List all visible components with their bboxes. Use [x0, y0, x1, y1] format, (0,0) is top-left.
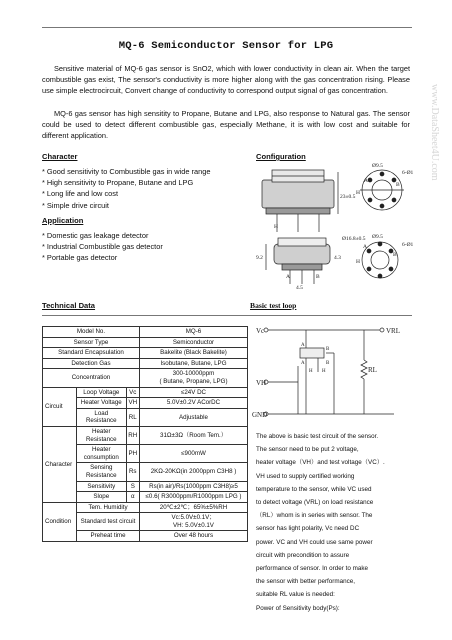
character-list — [42, 166, 210, 211]
application-heading: Application — [42, 216, 84, 225]
pin-label: B — [393, 252, 397, 258]
configuration-drawing — [252, 160, 422, 290]
description-line: suitable RL value is needed: — [256, 591, 335, 599]
basic-test-loop-heading: Basic test loop — [250, 301, 297, 310]
description-line: circuit with precondition to assure — [256, 551, 350, 559]
table-cell: RH — [126, 426, 139, 444]
pin-label: A — [301, 343, 305, 348]
table-cell: Circuit — [43, 387, 77, 426]
description-line: sensor has light polarity, Vc need DC — [256, 525, 360, 533]
technical-data-heading: Technical Data — [42, 301, 96, 310]
table-cell: RL — [126, 408, 139, 426]
description-line: The above is basic test circuit of the sensor. — [256, 433, 379, 440]
table-cell: Over 48 hours — [139, 531, 247, 542]
table-cell: 31Ω±3Ω（Room Tem.） — [139, 426, 247, 444]
table-row — [43, 502, 248, 513]
table-cell: Concentration — [43, 369, 140, 387]
configuration-heading: Configuration — [256, 152, 306, 161]
table-cell: α — [126, 492, 139, 503]
table-row — [43, 387, 248, 398]
table-cell: VH — [126, 398, 139, 409]
pin-label: A — [364, 178, 368, 184]
list-item: * High sensitivity to Propane, Butane and LPG — [42, 178, 194, 188]
pin-label: A — [286, 274, 290, 280]
vc-label: Vc — [256, 327, 265, 335]
table-cell: Sensor Type — [43, 337, 140, 348]
table-cell: Rs — [126, 463, 139, 481]
pin-label: A — [363, 244, 367, 250]
vrl-label: VRL — [386, 327, 400, 335]
gnd-label: GND — [252, 411, 268, 419]
list-item: * Industrial Combustible gas detector — [42, 242, 163, 252]
description-line: to detect voltage (VRL) on load resistance — [256, 499, 374, 507]
basic-test-loop-circuit — [254, 322, 414, 422]
table-cell: Bakelite (Black Bakelite) — [139, 348, 247, 359]
table-cell: Adjustable — [139, 408, 247, 426]
description-line: heater voltage（VH）and test voltage（VC）. — [256, 459, 385, 467]
table-cell: Load Resistance — [77, 408, 127, 426]
description-line: Power of Sensitivity body(Ps): — [256, 604, 340, 612]
table-cell: Heater consumption — [77, 445, 127, 463]
table-cell: S — [126, 481, 139, 492]
document-title: MQ-6 Semiconductor Sensor for LPG — [118, 40, 334, 52]
table-cell: Character — [43, 426, 77, 502]
table-cell: Semiconductor — [139, 337, 247, 348]
table-cell: Vc — [126, 387, 139, 398]
table-row — [43, 337, 248, 348]
pin-label: H — [322, 369, 326, 374]
pin-label: H — [356, 190, 360, 196]
description-line: temperature to the sensor, while VC used — [256, 485, 372, 493]
dim-label: Ø16.8±0.5 — [342, 236, 366, 242]
table-cell: Detection Gas — [43, 358, 140, 369]
table-cell: 300-10000ppm ( Butane, Propane, LPG) — [139, 369, 247, 387]
list-item: * Long life and low cost — [42, 189, 119, 199]
dim-label: Ø9.5 — [372, 234, 383, 240]
table-cell: PH — [126, 445, 139, 463]
table-cell: Heater Resistance — [77, 426, 127, 444]
intro-paragraph-2: MQ-6 gas sensor has high sensitity to Propane, Butane and LPG, also response to Natural gas. The sensor could be used to detect different combustible gas, especially Methane, it is with low cost and suitable for different application. — [42, 109, 410, 140]
pin-label: B — [316, 274, 320, 280]
table-cell: ≤0.6( R3000ppm/R1000ppm LPG ) — [139, 492, 247, 503]
table-row — [43, 369, 248, 387]
table-cell: ≤900mW — [139, 445, 247, 463]
table-cell: 5.0V±0.2V ACorDC — [139, 398, 247, 409]
description-line: The sensor need to be put 2 voltage, — [256, 446, 359, 454]
application-list — [42, 230, 163, 264]
table-cell: Sensitivity — [77, 481, 127, 492]
section-rule — [42, 315, 412, 316]
description-line: （RL）whom is in series with sensor. The — [256, 512, 373, 520]
table-row — [43, 358, 248, 369]
dim-label: 9.2 — [256, 255, 263, 261]
pin-label: B — [396, 182, 400, 188]
pin-label: B — [326, 361, 330, 366]
character-heading: Character — [42, 152, 78, 161]
spec-table — [42, 326, 248, 542]
list-item: * Good sensitivity to Combustible gas in wide range — [42, 167, 211, 176]
dim-label: 4.3 — [334, 255, 341, 261]
table-cell: Preheat time — [77, 531, 140, 542]
table-row — [43, 327, 248, 338]
pin-label: H — [309, 369, 313, 374]
pin-label: A — [301, 361, 305, 366]
table-cell: Vc:5.0V±0.1V； VH: 5.0V±0.1V — [139, 513, 247, 531]
description-line: power. VC and VH could use same power — [256, 538, 373, 546]
vh-label: VH — [256, 379, 267, 387]
description-line: performance of sensor. In order to make — [256, 565, 369, 573]
list-item: * Simple drive circuit — [42, 200, 109, 210]
dim-label: 6-Ø1 — [402, 170, 414, 176]
table-cell: 20℃±2℃；65%±5%RH — [139, 502, 247, 513]
table-cell: ≤24V DC — [139, 387, 247, 398]
table-cell: Heater Voltage — [77, 398, 127, 409]
table-cell: 2KΩ-20KΩ(in 2000ppm C3H8 ) — [139, 463, 247, 481]
table-cell: Model No. — [43, 327, 140, 338]
table-cell: Tem. Humidity — [77, 502, 140, 513]
table-cell: Rs(in air)/Rs(1000ppm C3H8)≥5 — [139, 481, 247, 492]
list-item: * Domestic gas leakage detector — [42, 231, 149, 240]
dim-label: 23±0.5 — [340, 194, 356, 200]
table-cell: Loop Voltage — [77, 387, 127, 398]
top-rule — [42, 27, 412, 28]
description-line: the sensor with better performance, — [256, 578, 356, 586]
table-cell: Condition — [43, 502, 77, 541]
watermark: www.DataSheet4U.com — [429, 84, 440, 181]
table-cell: Slope — [77, 492, 127, 503]
table-row — [43, 348, 248, 359]
dim-label: 4.5 — [296, 285, 303, 291]
table-row — [43, 426, 248, 444]
table-cell: Standard Encapsulation — [43, 348, 140, 359]
list-item: * Portable gas detector — [42, 253, 118, 263]
dim-label: 6-Ø1 — [402, 242, 414, 248]
pin-label: B — [326, 347, 330, 352]
table-cell: MQ-6 — [139, 327, 247, 338]
basic-test-description — [256, 430, 428, 615]
rl-label: RL — [368, 366, 377, 374]
table-cell: Sensing Resistance — [77, 463, 127, 481]
intro-paragraph-1: Sensitive material of MQ-6 gas sensor is SnO2, which with lower conductivity in clean air. When the target combustible gas exist, The sensor's conductivity is more higher along with the gas concentration rising. Please use simple electrocircuit, Convert change of conductivity to correspond output signal of gas concentration. — [42, 64, 410, 95]
pin-label: H — [274, 224, 278, 230]
pin-label: H — [356, 259, 360, 265]
description-line: VH used to supply certified working — [256, 472, 355, 480]
dim-label: Ø9.5 — [372, 163, 383, 169]
table-cell: Standard test circuit — [77, 513, 140, 531]
table-cell: Isobutane, Butane, LPG — [139, 358, 247, 369]
